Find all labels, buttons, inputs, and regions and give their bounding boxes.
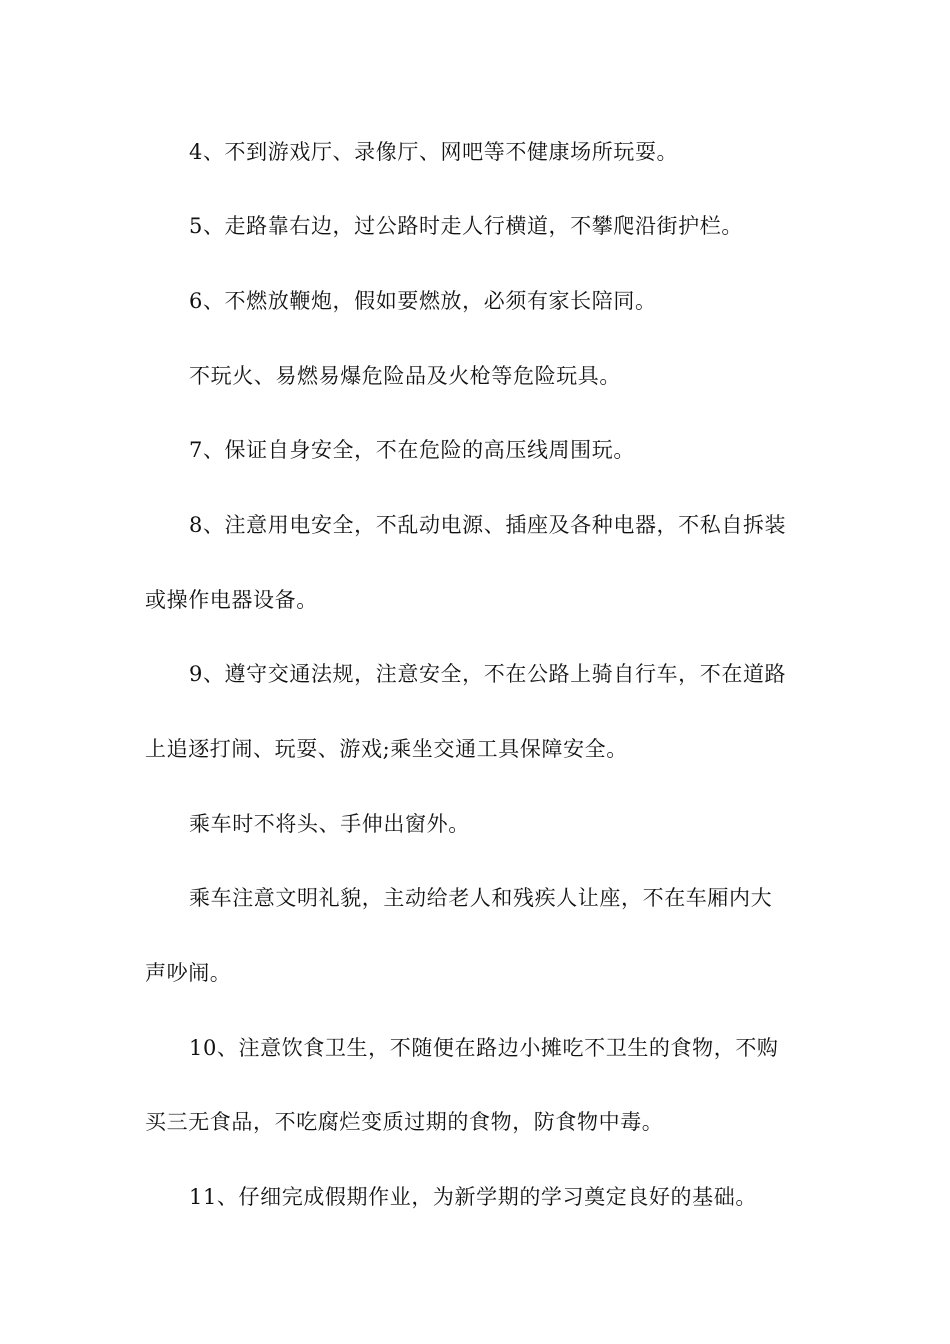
item-10-text-line-1: 10、注意饮食卫生，不随便在路边小摊吃不卫生的食物，不购	[189, 1036, 779, 1060]
riding-manners-line-1: 乘车注意文明礼貌，主动给老人和残疾人让座，不在车厢内大	[189, 886, 773, 910]
item-8-text-line-2: 或操作电器设备。	[145, 588, 318, 612]
item-10-text-line-2: 买三无食品，不吃腐烂变质过期的食物，防食物中毒。	[145, 1110, 664, 1134]
fire-safety-text: 不玩火、易燃易爆危险品及火枪等危险玩具。	[189, 364, 621, 388]
vehicle-window-text: 乘车时不将头、手伸出窗外。	[189, 812, 470, 836]
item-4-text: 4、不到游戏厅、录像厅、网吧等不健康场所玩耍。	[189, 140, 679, 164]
item-8-text-line-1: 8、注意用电安全，不乱动电源、插座及各种电器，不私自拆装	[189, 513, 787, 537]
item-9-text-line-2: 上追逐打闹、玩耍、游戏;乘坐交通工具保障安全。	[145, 737, 628, 761]
item-5-text: 5、走路靠右边，过公路时走人行横道，不攀爬沿街护栏。	[189, 214, 743, 238]
item-9-text-line-1: 9、遵守交通法规，注意安全，不在公路上骑自行车，不在道路	[189, 662, 787, 686]
item-6-text: 6、不燃放鞭炮，假如要燃放，必须有家长陪同。	[189, 289, 657, 313]
riding-manners-line-2: 声吵闹。	[145, 961, 232, 985]
item-7-text: 7、保证自身安全，不在危险的高压线周围玩。	[189, 438, 635, 462]
item-11-text: 11、仔细完成假期作业，为新学期的学习奠定良好的基础。	[189, 1185, 757, 1209]
